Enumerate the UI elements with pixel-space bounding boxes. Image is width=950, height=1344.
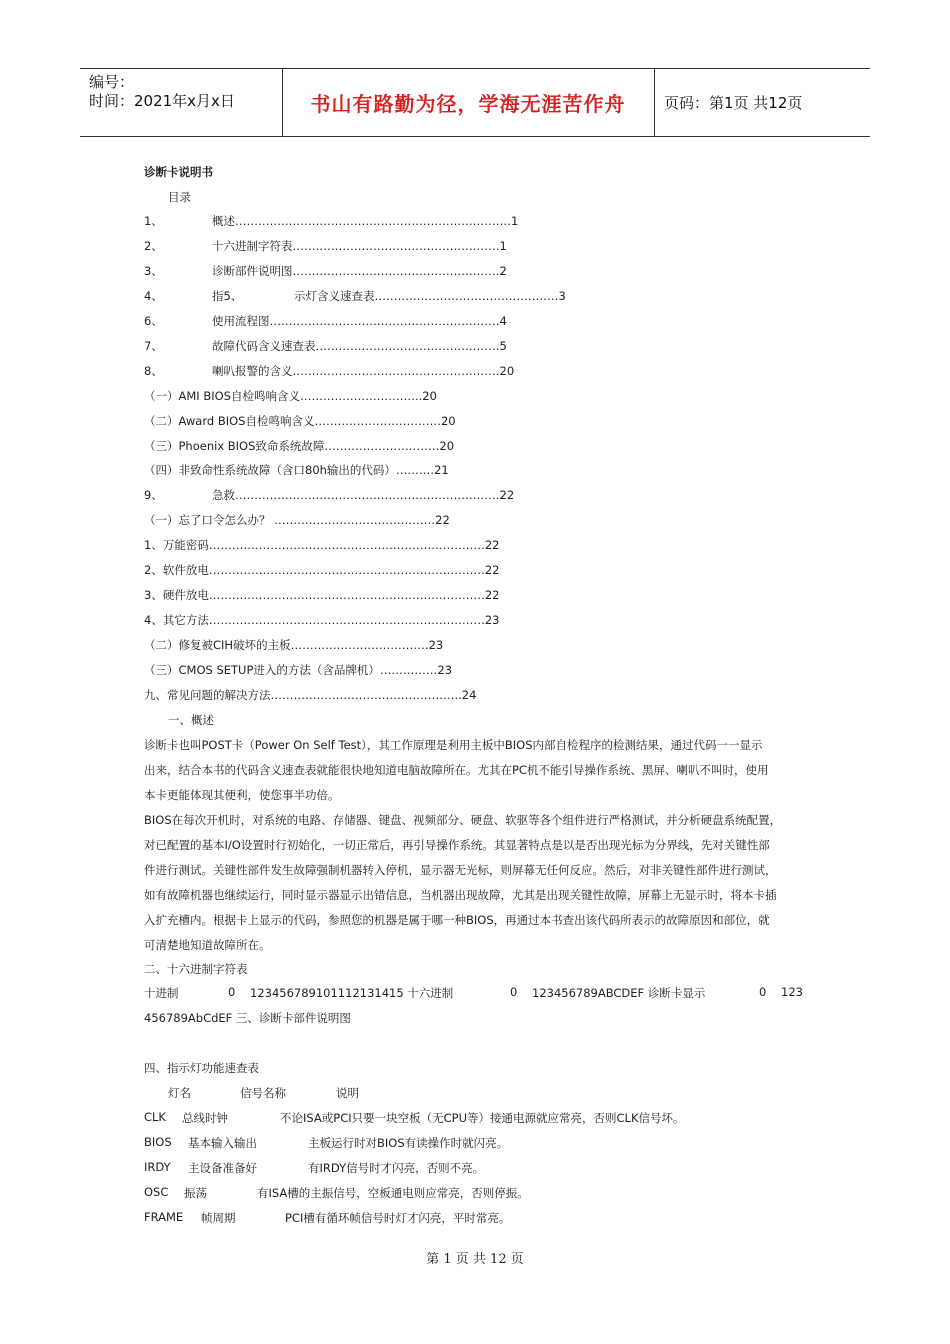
toc-entry: 十六进制字符表………………………………………………1 <box>212 239 507 253</box>
toc-number: 8、 <box>144 364 163 378</box>
header-meta <box>89 73 235 111</box>
paragraph-line: 诊断卡也叫POST卡（Power On Self Test），其工作原理是利用主板中BIOS内部自检程序的检测结果，通过代码一一显示 <box>144 738 763 752</box>
toc-sub-entry: （三）CMOS SETUP进入的方法（含品牌机）……………23 <box>144 663 453 677</box>
hex-cell: 123456789ABCDEF 诊断卡显示 <box>532 986 706 1000</box>
number-label: 编号： <box>89 73 135 91</box>
toc-number: 2、 <box>144 239 163 253</box>
header-divider <box>654 69 655 136</box>
table-cell-desc: 有ISA槽的主振信号，空板通电则应常亮，否则停振。 <box>257 1186 529 1200</box>
doc-title: 诊断卡说明书 <box>144 165 213 179</box>
table-cell-signal: 帧周期 <box>201 1211 236 1225</box>
toc-sub-entry: 4、其它方法………………………………………………………………23 <box>144 613 500 627</box>
paragraph-line: 出来，结合本书的代码含义速查表就能很快地知道电脑故障所在。尤其在PC机不能引导操作系统、黑屏、喇叭不叫时，使用 <box>144 763 769 777</box>
time-label: 时间：2021年x月x日 <box>89 92 235 110</box>
paragraph-line: 对已配置的基本I/O设置时行初始化，一切正常后，再引导操作系统。其显著特点是以是否出现光标为分界线，先对关键性部 <box>144 838 770 852</box>
section-heading: 二、十六进制字符表 <box>144 962 248 976</box>
paragraph-line: 本卡更能体现其便利，使您事半功倍。 <box>144 788 340 802</box>
toc-sub-entry: 九、常见问题的解决方法…………………………………………..24 <box>144 688 477 702</box>
toc-entry: 喇叭报警的含义………………………………………………20 <box>212 364 515 378</box>
hex-cell: 0 <box>228 985 236 999</box>
hex-cell: 123 <box>781 985 803 999</box>
toc-entry: 使用流程图……………………………………………………4 <box>212 314 507 328</box>
toc-sub-entry: （二）修复被CIH破坏的主板………………………………23 <box>144 638 444 652</box>
toc-sub-entry: （一）AMI BIOS自检鸣响含义…………………………..20 <box>144 389 437 403</box>
table-cell-desc: PCI槽有循环帧信号时灯才闪亮，平时常亮。 <box>285 1211 511 1225</box>
toc-sub-entry: 1、万能密码………………………………………………………………22 <box>144 538 500 552</box>
toc-number: 4、 <box>144 289 163 303</box>
toc-number: 6、 <box>144 314 163 328</box>
paragraph-line: 入扩充槽内。根据卡上显示的代码，参照您的机器是属于哪一种BIOS，再通过本书查出该代码所表示的故障原因和部位，就 <box>144 913 770 927</box>
paragraph-line: 件进行测试。关键性部件发生故障强制机器转入停机，显示器无光标，则屏幕无任何反应。然后，对非关键性部件进行测试， <box>144 863 777 877</box>
table-cell-name: BIOS <box>144 1135 172 1149</box>
page-header <box>80 68 870 137</box>
hex-cell: 0 <box>510 985 518 999</box>
table-cell-desc: 有IRDY信号时才闪亮，否则不亮。 <box>308 1161 485 1175</box>
table-cell-name: OSC <box>144 1185 169 1199</box>
header-page-info: 页码：第1页 共12页 <box>664 94 803 112</box>
table-header-cell: 说明 <box>336 1086 359 1100</box>
section-heading: 四、指示灯功能速查表 <box>144 1061 259 1075</box>
toc-entry: 指5、 <box>212 289 243 303</box>
toc-entry-continued: 示灯含义速查表…………………………………………3 <box>294 289 566 303</box>
toc-sub-entry: （一）忘了口令怎么办？ ……………………………………22 <box>144 513 450 527</box>
hex-cell: 十进制 <box>144 986 179 1000</box>
hex-cell: 0 <box>759 985 767 999</box>
table-cell-name: IRDY <box>144 1160 171 1174</box>
toc-sub-entry: （二）Award BIOS自检鸣响含义……………………………20 <box>144 414 456 428</box>
toc-number: 3、 <box>144 264 163 278</box>
toc-entry: 故障代码含义速查表…………………………………………5 <box>212 339 507 353</box>
paragraph-line: BIOS在每次开机时，对系统的电路、存储器、键盘、视频部分、硬盘、软驱等各个组件进行严格测试，并分析硬盘系统配置， <box>144 813 782 827</box>
toc-number: 7、 <box>144 339 163 353</box>
table-cell-name: CLK <box>144 1110 166 1124</box>
toc-sub-entry: （四）非致命性系统故障（含口80h输出的代码）……….21 <box>144 463 449 477</box>
hex-line: 456789AbCdEF 三、诊断卡部件说明图 <box>144 1011 351 1025</box>
paragraph-line: 如有故障机器也继续运行，同时显示器显示出错信息，当机器出现故障，尤其是出现关键性故障，屏幕上无显示时，将本卡插 <box>144 888 777 902</box>
table-header-cell: 信号名称 <box>240 1086 286 1100</box>
table-cell-signal: 总线时钟 <box>182 1111 228 1125</box>
table-cell-desc: 不论ISA或PCI只要一块空板（无CPU等）接通电源就应常亮，否则CLK信号坏。 <box>280 1111 685 1125</box>
table-cell-signal: 主设备准备好 <box>188 1161 257 1175</box>
table-cell-signal: 基本输入输出 <box>188 1136 257 1150</box>
table-header-cell: 灯名 <box>168 1086 191 1100</box>
toc-number: 9、 <box>144 488 163 502</box>
paragraph-line: 可清楚地知道故障所在。 <box>144 938 271 952</box>
hex-cell: 123456789101112131415 十六进制 <box>250 986 454 1000</box>
table-cell-name: FRAME <box>144 1210 184 1224</box>
toc-entry: 诊断部件说明图………………………………………………2 <box>212 264 507 278</box>
toc-number: 1、 <box>144 214 163 228</box>
toc-heading: 目录 <box>168 190 191 204</box>
toc-entry: 概述………………………………………………………………1 <box>212 214 519 228</box>
page-footer: 第 1 页 共 12 页 <box>426 1252 524 1267</box>
table-cell-signal: 振荡 <box>184 1186 207 1200</box>
header-motto: 书山有路勤为径，学海无涯苦作舟 <box>310 92 626 116</box>
toc-sub-entry: 3、硬件放电………………………………………………………………22 <box>144 588 500 602</box>
toc-entry: 急救……………………………………………………………22 <box>212 488 515 502</box>
toc-sub-entry: 2、软件放电………………………………………………………………22 <box>144 563 500 577</box>
toc-sub-entry: （三）Phoenix BIOS致命系统故障…………………………20 <box>144 439 455 453</box>
section-heading: 一、概述 <box>168 713 214 727</box>
table-cell-desc: 主板运行时对BIOS有读操作时就闪亮。 <box>308 1136 509 1150</box>
